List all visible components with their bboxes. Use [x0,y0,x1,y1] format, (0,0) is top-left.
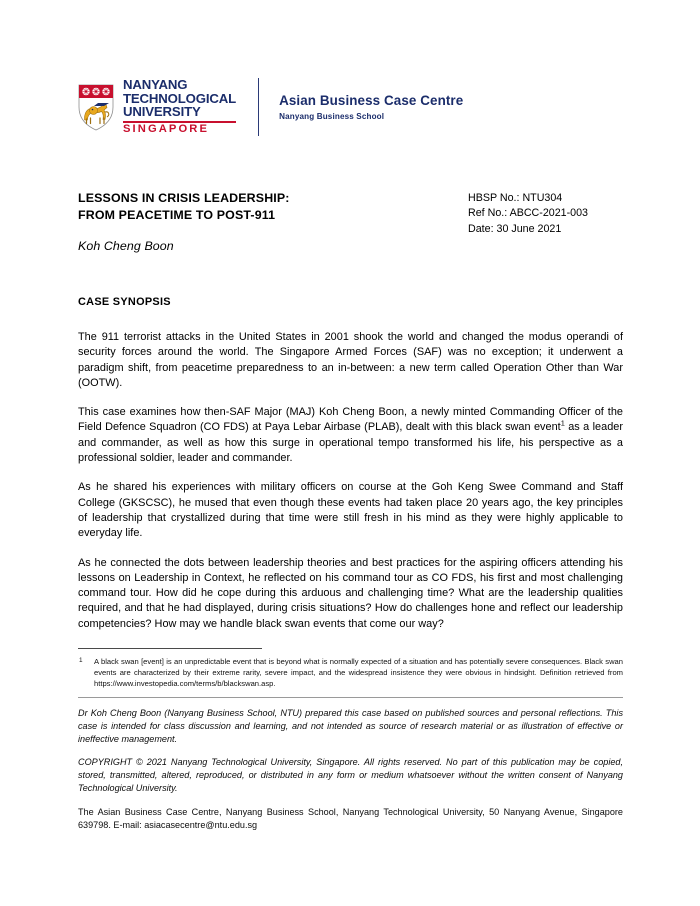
footer-address: The Asian Business Case Centre, Nanyang Business School, Nanyang Technological University, 50 Nanyang Avenue, Singapore 639798. E-mail: asiacasecentre@ntu.edu.sg [78,806,623,830]
synopsis-paragraph-3: As he shared his experiences with military officers on course at the Goh Keng Swee Command and Staff College (GKSCSC), he mused that even though these events had taken place 20 years ago, the key principles of leadership that crystallized during that time were still fresh in his mind as they were highly applicable to everyday life. [78,481,623,540]
footnote-text: A black swan [event] is an unpredictable event that is beyond what is normally expected of a situation and has potentially severe consequences. Black swan events are characterized by their extreme rarity, severe impact, and the widespread insistence they were obvious in hindsight. Definition retrieved from https://www.investopedia.com/terms/b/blackswan.asp. [94,657,623,689]
synopsis-paragraph-4: As he connected the dots between leadership theories and best practices for the aspiring officers attending his lessons on Leadership in Context, he reflected on his command tour as CO FDS, his first and most challenging command tour. How did he cope during this arduous and challenging time? What are the leadership qualities required, and that he had displayed, during crisis situations? How do challenges hone and reflect our leadership competencies? How may we handle black swan events that come our way? [78,556,623,630]
author-name: Koh Cheng Boon [78,239,174,253]
centre-branding [279,93,463,122]
ntu-wordmark [123,78,236,135]
footnote-reference-marker[interactable]: 1 [560,418,565,428]
footer-preparer-note: Dr Koh Cheng Boon (Nanyang Business School, NTU) prepared this case based on published sources and personal reflections. This case is intended for class discussion and learning, and not intended as source of research material or as illustration of effective or ineffective management. [78,708,623,745]
ntu-name-line-2: TECHNOLOGICAL [123,90,237,106]
centre-subtitle: Nanyang Business School [279,111,385,121]
ntu-logo-lockup [78,78,236,135]
title-block [78,190,623,256]
ntu-name-line-1: NANYANG [123,77,188,93]
synopsis-paragraph-2-text-cont: as a leader and commander, as well as how this surge in operational tempo transformed his life, his perspective as a professional soldier, leader and commander. [78,421,623,465]
footer-section [78,697,623,832]
footer-copyright: COPYRIGHT © 2021 Nanyang Technological University, Singapore. All rights reserved. No part of this publication may be copied, stored, transmitted, altered, reproduced, or distributed in any form or medium whatsoever without the written consent of Nanyang Technological University. [78,757,623,794]
masthead-divider [258,78,259,136]
footnote-separator-rule [78,648,262,649]
synopsis-paragraph-2 [78,405,623,466]
synopsis-body [78,330,623,632]
synopsis-paragraph-1: The 911 terrorist attacks in the United States in 2001 shook the world and changed the modus operandi of security forces around the world. The Singapore Armed Forces (SAF) was no exception; it underwent a paradigm shift, from peacetime preparedness to an in-between: a new term called Operation Other than War (OOTW). [78,331,623,389]
footnote-marker: 1 [79,657,83,664]
footnote-section [78,648,623,690]
section-heading-case-synopsis: CASE SYNOPSIS [78,296,171,308]
meta-date: Date: 30 June 2021 [468,222,562,235]
page-content [78,0,623,646]
meta-hbsp-no: HBSP No.: NTU304 [468,192,563,204]
document-metadata [468,191,623,237]
centre-title: Asian Business Case Centre [279,92,464,108]
ntu-crest-icon [78,84,114,131]
ntu-country-label: SINGAPORE [123,123,210,136]
footer-separator-rule [78,697,623,698]
title-line-2: FROM PEACETIME TO POST-911 [78,207,276,222]
footnote-entry [78,656,623,690]
title-line-1: LESSONS IN CRISIS LEADERSHIP: [78,191,290,205]
meta-ref-no: Ref No.: ABCC-2021-003 [468,207,588,220]
masthead [78,0,623,140]
ntu-name-line-3: UNIVERSITY [123,104,201,120]
synopsis-paragraph-2-text: This case examines how then-SAF Major (MAJ) Koh Cheng Boon, a newly minted Commanding Officer of the Field Defence Squadron (CO FDS) at Paya Lebar Airbase (PLAB), dealt with this black swan event [78,406,623,434]
